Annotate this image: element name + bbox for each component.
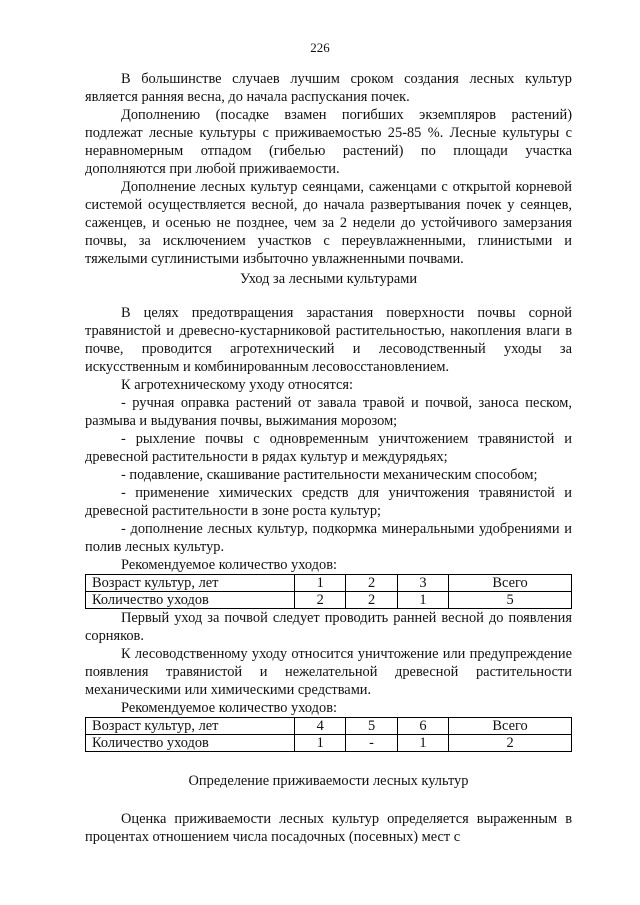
table-row	[86, 592, 572, 609]
table-cell: Всего	[449, 575, 572, 592]
table-cell: 2	[449, 735, 572, 752]
paragraph-agrotech-intro: К агротехническому уходу относятся:	[121, 377, 353, 393]
table-cell: 1	[397, 592, 448, 609]
table-cell: -	[346, 735, 397, 752]
section-heading-survival: Определение приживаемости лесных культур	[188, 773, 469, 789]
paragraph-survival-assessment: Оценка приживаемости лесных культур определяется выраженным в процентах отношением числа посадочных (посевных) мест с	[85, 811, 572, 845]
table-cell: Количество уходов	[86, 735, 295, 752]
table-cell: Возраст культур, лет	[86, 575, 295, 592]
paragraph-first-care: Первый уход за почвой следует проводить ранней весной до появления сорняков.	[85, 610, 572, 644]
paragraph-replanting: Дополнению (посадке взамен погибших экземпляров растений) подлежат лесные культуры с приживаемостью 25-85 %. Лесные культуры с неравномерным отпадом (гибелью растений) по площади участка дополняются при любой приживаемости.	[85, 107, 572, 177]
table-cell: 3	[397, 575, 448, 592]
recommended-count-label: Рекомендуемое количество уходов:	[121, 700, 337, 716]
table-cell: 1	[295, 575, 346, 592]
list-item: - дополнение лесных культур, подкормка минеральными удобрениями и полив лесных культур.	[85, 521, 572, 555]
paragraph-replanting-timing: Дополнение лесных культур сеянцами, саженцами с открытой корневой системой осуществляется весной, до начала развертывания почек у сеянцев, саженцев, и осенью не позднее, чем за 2 недели до устойчивого замерзания почвы, за исключением участков с переувлажненными, глинистыми и тяжелыми суглинистыми избыточно увлажненными почвами.	[85, 179, 572, 267]
table-cell: 5	[449, 592, 572, 609]
table-cell: 2	[295, 592, 346, 609]
care-schedule-table-2	[85, 717, 572, 752]
table-cell: 4	[295, 718, 346, 735]
table-cell: 1	[397, 735, 448, 752]
table-cell: Количество уходов	[86, 592, 295, 609]
table-cell: 6	[397, 718, 448, 735]
table-cell: Возраст культур, лет	[86, 718, 295, 735]
table-cell: 2	[346, 592, 397, 609]
paragraph-care-purpose: В целях предотвращения зарастания поверхности почвы сорной травянистой и древесно-кустарниковой растительностью, накопления влаги в почве, проводится агротехнический и лесоводственный уходы за искусственным и комбинированным лесовосстановлением.	[85, 305, 572, 375]
care-schedule-table-1	[85, 574, 572, 609]
paragraph-best-season: В большинстве случаев лучшим сроком создания лесных культур является ранняя весна, до начала распускания почек.	[85, 71, 572, 105]
table-row	[86, 735, 572, 752]
paragraph-silvicultural-care: К лесоводственному уходу относится уничтожение или предупреждение появления травянистой и нежелательной древесной растительности механическими или химическими средствами.	[85, 646, 572, 698]
list-item: - ручная оправка растений от завала травой и почвой, заноса песком, размыва и выдувания почвы, выжимания морозом;	[85, 395, 572, 429]
table-row	[86, 718, 572, 735]
recommended-count-label: Рекомендуемое количество уходов:	[121, 557, 337, 573]
list-item: - рыхление почвы с одновременным уничтожением травянистой и древесной растительности в рядах культур и междурядьях;	[85, 431, 572, 465]
page-number: 226	[310, 40, 330, 55]
table-row	[86, 575, 572, 592]
table-cell: 5	[346, 718, 397, 735]
table-cell: 2	[346, 575, 397, 592]
document-body	[85, 70, 572, 846]
list-item: - подавление, скашивание растительности механическим способом;	[121, 467, 538, 483]
list-item: - применение химических средств для уничтожения травянистой и древесной растительности в зоне роста культур;	[85, 485, 572, 519]
table-cell: 1	[295, 735, 346, 752]
section-heading-care: Уход за лесными культурами	[239, 271, 418, 287]
table-cell: Всего	[449, 718, 572, 735]
